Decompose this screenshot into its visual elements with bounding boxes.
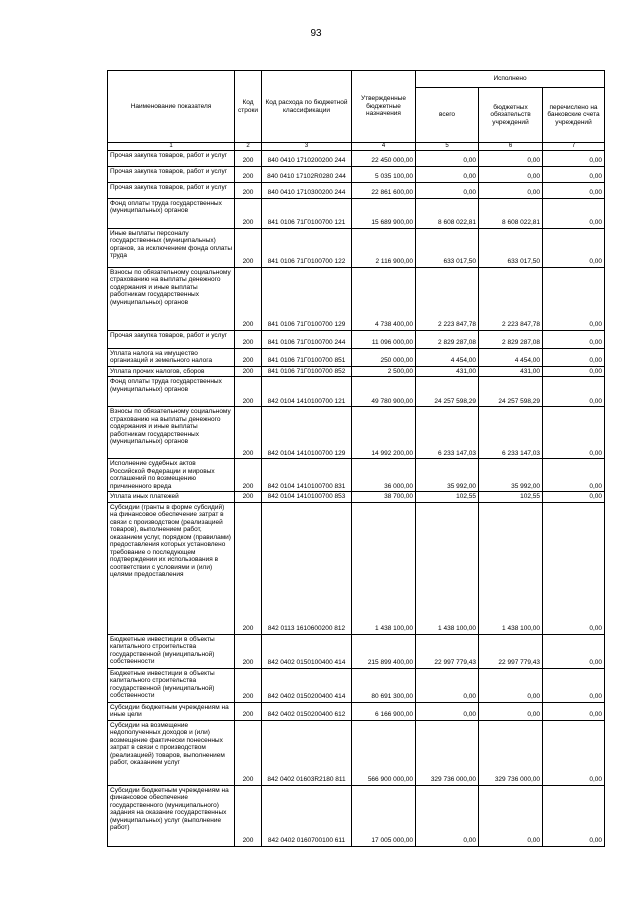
- indicator-name-cell: Фонд оплаты труда государственных (муниципальных) органов: [108, 198, 235, 228]
- expense-code-cell: 840 0410 1710300200 244: [262, 182, 352, 198]
- expense-code-cell: 842 0402 0150100400 414: [262, 634, 352, 668]
- executed-total-cell: 0,00: [416, 702, 479, 720]
- table-row: [108, 720, 605, 785]
- executed-budget-cell: 6 233 147,03: [479, 407, 543, 459]
- indicator-name-cell: Прочая закупка товаров, работ и услуг: [108, 166, 235, 182]
- approved-amount-cell: 22 450 000,00: [352, 150, 416, 166]
- indicator-name-cell: Бюджетные инвестиции в объекты капитального строительства государственной (муниципальной) собственности: [108, 634, 235, 668]
- approved-amount-cell: 1 438 100,00: [352, 502, 416, 634]
- line-code-cell: 200: [235, 634, 262, 668]
- executed-total-cell: 1 438 100,00: [416, 502, 479, 634]
- executed-transfer-cell: 0,00: [543, 502, 605, 634]
- executed-transfer-cell: 0,00: [543, 668, 605, 702]
- executed-total-cell: 35 992,00: [416, 459, 479, 492]
- approved-amount-cell: 2 500,00: [352, 366, 416, 376]
- approved-amount-cell: 14 992 200,00: [352, 407, 416, 459]
- executed-total-cell: 24 257 598,29: [416, 377, 479, 407]
- expense-code-cell: 842 0104 1410100700 831: [262, 459, 352, 492]
- executed-transfer-cell: 0,00: [543, 150, 605, 166]
- executed-budget-cell: 0,00: [479, 150, 543, 166]
- expense-code-cell: 841 0106 71Г0100700 122: [262, 228, 352, 267]
- executed-transfer-cell: 0,00: [543, 407, 605, 459]
- table-row: [108, 377, 605, 407]
- approved-amount-cell: 2 116 900,00: [352, 228, 416, 267]
- line-code-cell: 200: [235, 348, 262, 366]
- line-code-cell: 200: [235, 267, 262, 330]
- table-row: [108, 182, 605, 198]
- expense-code-cell: 840 0410 1710200200 244: [262, 150, 352, 166]
- executed-budget-cell: 2 223 847,78: [479, 267, 543, 330]
- indicator-name-cell: Субсидии бюджетным учреждениям на иные цели: [108, 702, 235, 720]
- executed-total-cell: 0,00: [416, 166, 479, 182]
- expense-code-cell: 842 0113 1610600200 812: [262, 502, 352, 634]
- executed-transfer-cell: 0,00: [543, 634, 605, 668]
- indicator-name-cell: Субсидии на возмещение недополученных доходов и (или) возмещение фактически понесенных затрат в связи с производством (реализацией) товаров, выполнением работ, оказанием услуг: [108, 720, 235, 785]
- executed-transfer-cell: 0,00: [543, 166, 605, 182]
- executed-budget-cell: 4 454,00: [479, 348, 543, 366]
- executed-budget-cell: 329 736 000,00: [479, 720, 543, 785]
- expense-code-cell: 842 0402 0150200400 612: [262, 702, 352, 720]
- indicator-name-cell: Субсидии (гранты в форме субсидий) на финансовое обеспечение затрат в связи с производством (реализацией товаров), выполнением работ, оказанием услуг, порядком (правилами) предоставления которых установлено требование о последующем подтверждении их использования в соответствии с условиями и (или) целями предоставления: [108, 502, 235, 634]
- approved-amount-cell: 11 096 000,00: [352, 330, 416, 348]
- executed-total-cell: 0,00: [416, 182, 479, 198]
- line-code-cell: 200: [235, 366, 262, 376]
- executed-budget-cell: 0,00: [479, 182, 543, 198]
- table-row: [108, 198, 605, 228]
- executed-transfer-cell: 0,00: [543, 720, 605, 785]
- table-row: [108, 502, 605, 634]
- line-code-cell: 200: [235, 198, 262, 228]
- executed-transfer-cell: 0,00: [543, 377, 605, 407]
- column-number: 5: [416, 143, 479, 151]
- executed-transfer-cell: 0,00: [543, 267, 605, 330]
- executed-transfer-cell: 0,00: [543, 702, 605, 720]
- approved-amount-cell: 36 000,00: [352, 459, 416, 492]
- indicator-name-cell: Уплата прочих налогов, сборов: [108, 366, 235, 376]
- table-row: [108, 785, 605, 846]
- expense-code-cell: 842 0104 1410100700 853: [262, 492, 352, 502]
- header-bank-transfer: перечислено на банковские счета учреждений: [543, 88, 605, 143]
- executed-transfer-cell: 0,00: [543, 785, 605, 846]
- executed-budget-cell: 431,00: [479, 366, 543, 376]
- expense-code-cell: 842 0402 01603R2180 811: [262, 720, 352, 785]
- approved-amount-cell: 80 691 300,00: [352, 668, 416, 702]
- executed-total-cell: 4 454,00: [416, 348, 479, 366]
- executed-budget-cell: 8 608 022,81: [479, 198, 543, 228]
- executed-total-cell: 633 017,50: [416, 228, 479, 267]
- column-number: 6: [479, 143, 543, 151]
- executed-budget-cell: 0,00: [479, 785, 543, 846]
- line-code-cell: 200: [235, 785, 262, 846]
- approved-amount-cell: 15 689 900,00: [352, 198, 416, 228]
- line-code-cell: 200: [235, 702, 262, 720]
- indicator-name-cell: Прочая закупка товаров, работ и услуг: [108, 330, 235, 348]
- approved-amount-cell: 6 166 900,00: [352, 702, 416, 720]
- executed-budget-cell: 0,00: [479, 166, 543, 182]
- executed-total-cell: 0,00: [416, 150, 479, 166]
- table-row: [108, 348, 605, 366]
- line-code-cell: 200: [235, 377, 262, 407]
- line-code-cell: 200: [235, 668, 262, 702]
- table-row: [108, 459, 605, 492]
- executed-total-cell: 0,00: [416, 668, 479, 702]
- executed-budget-cell: 35 992,00: [479, 459, 543, 492]
- executed-transfer-cell: 0,00: [543, 198, 605, 228]
- executed-budget-cell: 24 257 598,29: [479, 377, 543, 407]
- executed-transfer-cell: 0,00: [543, 182, 605, 198]
- indicator-name-cell: Прочая закупка товаров, работ и услуг: [108, 150, 235, 166]
- table-body: [108, 150, 605, 846]
- executed-total-cell: 2 829 287,08: [416, 330, 479, 348]
- indicator-name-cell: Взносы по обязательному социальному страхованию на выплаты денежного содержания и иные выплаты работникам государственных (муниципальных) органов: [108, 407, 235, 459]
- header-line-code: Код строки: [235, 71, 262, 143]
- executed-budget-cell: 2 829 287,08: [479, 330, 543, 348]
- indicator-name-cell: Фонд оплаты труда государственных (муниципальных) органов: [108, 377, 235, 407]
- column-number: 4: [352, 143, 416, 151]
- table-row: [108, 668, 605, 702]
- table-row: [108, 492, 605, 502]
- header-total: всего: [416, 88, 479, 143]
- indicator-name-cell: Бюджетные инвестиции в объекты капитального строительства государственной (муниципальной) собственности: [108, 668, 235, 702]
- table-row: [108, 702, 605, 720]
- indicator-name-cell: Взносы по обязательному социальному страхованию на выплаты денежного содержания и иные выплаты работникам государственных (муниципальных) органов: [108, 267, 235, 330]
- line-code-cell: 200: [235, 459, 262, 492]
- executed-transfer-cell: 0,00: [543, 330, 605, 348]
- header-executed: Исполнено: [416, 71, 605, 88]
- indicator-name-cell: Уплата иных платежей: [108, 492, 235, 502]
- approved-amount-cell: 4 738 400,00: [352, 267, 416, 330]
- executed-total-cell: 431,00: [416, 366, 479, 376]
- indicator-name-cell: Уплата налога на имущество организаций и земельного налога: [108, 348, 235, 366]
- executed-budget-cell: 0,00: [479, 668, 543, 702]
- expense-code-cell: 841 0106 71Г0100700 244: [262, 330, 352, 348]
- approved-amount-cell: 17 005 000,00: [352, 785, 416, 846]
- column-number: 2: [235, 143, 262, 151]
- executed-budget-cell: 102,55: [479, 492, 543, 502]
- approved-amount-cell: 22 861 600,00: [352, 182, 416, 198]
- budget-execution-table: [107, 70, 605, 847]
- approved-amount-cell: 49 780 900,00: [352, 377, 416, 407]
- expense-code-cell: 841 0106 71Г0100700 121: [262, 198, 352, 228]
- approved-amount-cell: 566 900 000,00: [352, 720, 416, 785]
- line-code-cell: 200: [235, 492, 262, 502]
- table-row: [108, 366, 605, 376]
- executed-budget-cell: 1 438 100,00: [479, 502, 543, 634]
- approved-amount-cell: 38 700,00: [352, 492, 416, 502]
- page-number: 93: [310, 28, 322, 39]
- line-code-cell: 200: [235, 330, 262, 348]
- executed-total-cell: 102,55: [416, 492, 479, 502]
- expense-code-cell: 841 0106 71Г0100700 129: [262, 267, 352, 330]
- expense-code-cell: 841 0106 71Г0100700 852: [262, 366, 352, 376]
- table-row: [108, 166, 605, 182]
- executed-budget-cell: 0,00: [479, 702, 543, 720]
- executed-transfer-cell: 0,00: [543, 366, 605, 376]
- executed-total-cell: 0,00: [416, 785, 479, 846]
- approved-amount-cell: 5 035 100,00: [352, 166, 416, 182]
- executed-budget-cell: 22 997 779,43: [479, 634, 543, 668]
- column-number: 3: [262, 143, 352, 151]
- header-approved: Утвержденные бюджетные назначения: [352, 71, 416, 143]
- line-code-cell: 200: [235, 407, 262, 459]
- executed-transfer-cell: 0,00: [543, 228, 605, 267]
- header-budget-institutions: бюджетных обязательств учреждений: [479, 88, 543, 143]
- executed-total-cell: 6 233 147,03: [416, 407, 479, 459]
- table-row: [108, 150, 605, 166]
- executed-transfer-cell: 0,00: [543, 492, 605, 502]
- table-row: [108, 634, 605, 668]
- expense-code-cell: 842 0402 0150200400 414: [262, 668, 352, 702]
- header-expense-code: Код расхода по бюджетной классификации: [262, 71, 352, 143]
- header-indicator-name: Наименование показателя: [108, 71, 235, 143]
- line-code-cell: 200: [235, 502, 262, 634]
- executed-transfer-cell: 0,00: [543, 348, 605, 366]
- executed-total-cell: 8 608 022,81: [416, 198, 479, 228]
- expense-code-cell: 841 0106 71Г0100700 851: [262, 348, 352, 366]
- table-row: [108, 228, 605, 267]
- approved-amount-cell: 215 899 400,00: [352, 634, 416, 668]
- line-code-cell: 200: [235, 166, 262, 182]
- executed-total-cell: 22 997 779,43: [416, 634, 479, 668]
- executed-transfer-cell: 0,00: [543, 459, 605, 492]
- executed-budget-cell: 633 017,50: [479, 228, 543, 267]
- expense-code-cell: 842 0104 1410100700 121: [262, 377, 352, 407]
- expense-code-cell: 842 0402 0160700100 611: [262, 785, 352, 846]
- indicator-name-cell: Иные выплаты персоналу государственных (муниципальных) органов, за исключением фонда оплаты труда: [108, 228, 235, 267]
- column-number: 7: [543, 143, 605, 151]
- table-row: [108, 267, 605, 330]
- indicator-name-cell: Прочая закупка товаров, работ и услуг: [108, 182, 235, 198]
- executed-total-cell: 2 223 847,78: [416, 267, 479, 330]
- expense-code-cell: 840 0410 17102R0280 244: [262, 166, 352, 182]
- line-code-cell: 200: [235, 720, 262, 785]
- expense-code-cell: 842 0104 1410100700 129: [262, 407, 352, 459]
- indicator-name-cell: Субсидии бюджетным учреждениям на финансовое обеспечение государственного (муниципального) задания на оказание государственных (муниципальных) услуг (выполнение работ): [108, 785, 235, 846]
- line-code-cell: 200: [235, 150, 262, 166]
- line-code-cell: 200: [235, 228, 262, 267]
- table-row: [108, 407, 605, 459]
- executed-total-cell: 329 736 000,00: [416, 720, 479, 785]
- line-code-cell: 200: [235, 182, 262, 198]
- indicator-name-cell: Исполнение судебных актов Российской Федерации и мировых соглашений по возмещению причиненного вреда: [108, 459, 235, 492]
- approved-amount-cell: 250 000,00: [352, 348, 416, 366]
- column-number: 1: [108, 143, 235, 151]
- table-row: [108, 330, 605, 348]
